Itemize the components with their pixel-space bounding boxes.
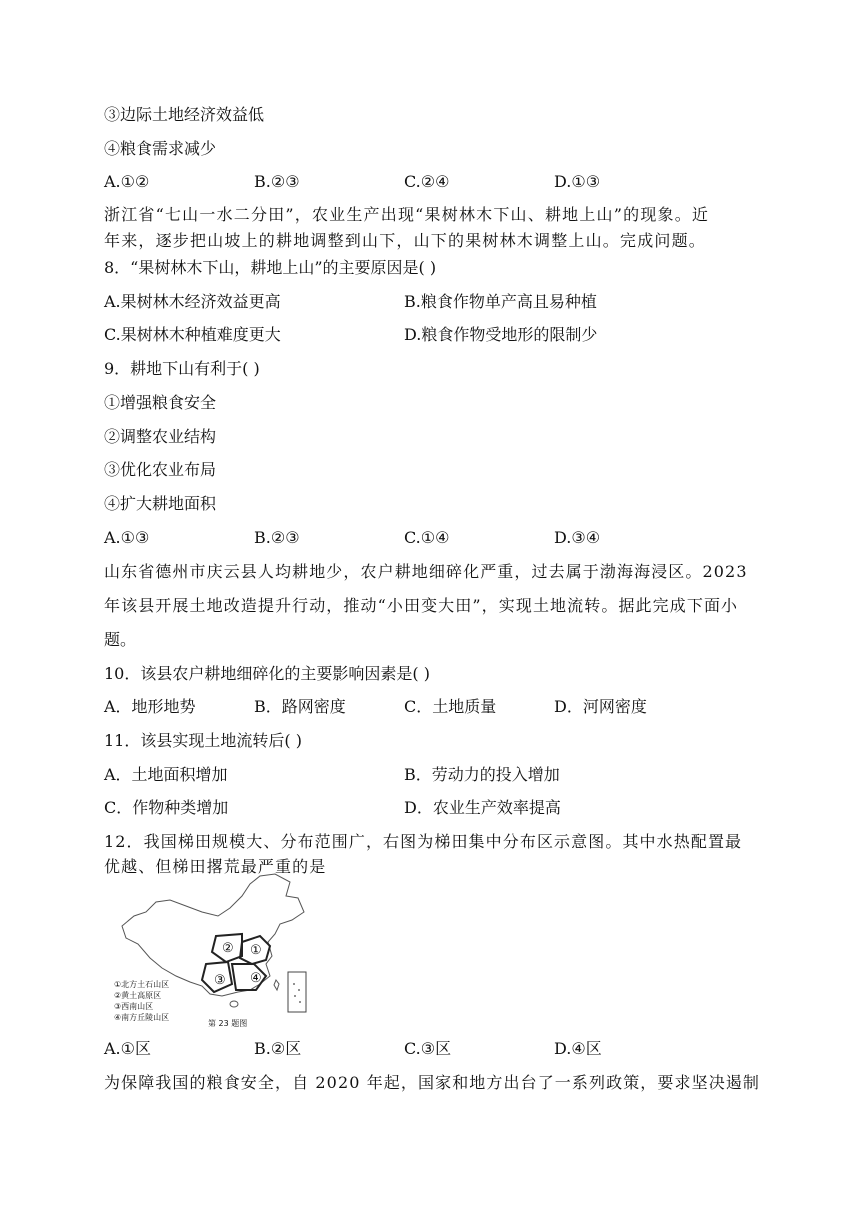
- region-mark-3: ③: [214, 973, 226, 988]
- q9-item-2: ②调整农业结构: [104, 427, 217, 446]
- q11-option-b: B．劳动力的投入增加: [404, 765, 560, 784]
- q9-option-c: C.①④: [404, 528, 450, 547]
- q11-option-c: C．作物种类增加: [104, 798, 229, 817]
- passage1-line1: 浙江省“七山一水二分田”，农业生产出现“果树林木下山、耕地上山”的现象。近: [104, 205, 710, 224]
- china-outline: [122, 874, 304, 996]
- q11-stem: 11．该县实现土地流转后( ): [104, 731, 302, 750]
- q12-line2: 优越、但梯田撂荒最严重的是: [104, 857, 327, 876]
- passage1-line2: 年来，逐步把山坡上的耕地调整到山下，山下的果树林木调整上山。完成问题。: [104, 231, 707, 250]
- q11-option-d: D．农业生产效率提高: [404, 798, 561, 817]
- q12-option-d: D.④区: [554, 1039, 602, 1058]
- prev-option-b: B.②③: [254, 172, 300, 191]
- q9-option-a: A.①③: [104, 528, 150, 547]
- region-mark-2: ②: [222, 941, 234, 956]
- legend-item-4: ④南方丘陵山区: [114, 1013, 170, 1022]
- passage2-line2: 年该县开展土地改造提升行动，推动“小田变大田”，实现土地流转。据此完成下面小: [104, 596, 739, 615]
- prev-option-a: A.①②: [104, 172, 150, 191]
- q12-line1: 12．我国梯田规模大、分布范围广，右图为梯田集中分布区示意图。其中水热配置最: [104, 832, 743, 851]
- q11-option-a: A．土地面积增加: [104, 765, 228, 784]
- prev-option-c: C.②④: [404, 172, 450, 191]
- terrace-distribution-map: [110, 872, 325, 1032]
- prev-item-4: ④粮食需求减少: [104, 139, 217, 158]
- passage2-line1: 山东省德州市庆云县人均耕地少，农户耕地细碎化严重，过去属于渤海海浸区。2023: [104, 562, 748, 581]
- prev-item-3: ③边际土地经济效益低: [104, 105, 265, 124]
- q12-option-b: B.②区: [254, 1039, 302, 1058]
- q8-option-a: A.果树林木经济效益更高: [104, 292, 281, 311]
- q9-item-3: ③优化农业布局: [104, 460, 217, 479]
- passage2-line3: 题。: [104, 630, 137, 649]
- q9-item-4: ④扩大耕地面积: [104, 494, 217, 513]
- hainan-island: [230, 1001, 238, 1007]
- q10-option-d: D．河网密度: [554, 697, 647, 716]
- q10-option-b: B．路网密度: [254, 697, 346, 716]
- q9-option-d: D.③④: [554, 528, 601, 547]
- south-china-sea-inset: [288, 972, 306, 1012]
- q9-stem: 9．耕地下山有利于( ): [104, 359, 260, 378]
- q9-item-1: ①增强粮食安全: [104, 393, 217, 412]
- legend-item-3: ③西南山区: [114, 1002, 154, 1011]
- q8-option-d: D.粮食作物受地形的限制少: [404, 325, 598, 344]
- taiwan-island: [274, 980, 279, 990]
- q12-option-a: A.①区: [104, 1039, 151, 1058]
- legend-item-1: ①北方土石山区: [114, 980, 170, 989]
- map-caption: 第 23 题图: [208, 1019, 248, 1028]
- prev-option-d: D.①③: [554, 172, 601, 191]
- legend-item-2: ②黄土高原区: [114, 991, 162, 1000]
- q9-option-b: B.②③: [254, 528, 300, 547]
- region-mark-1: ①: [250, 943, 262, 958]
- q10-option-a: A．地形地势: [104, 697, 196, 716]
- region-mark-4: ④: [250, 971, 262, 986]
- q10-option-c: C．土地质量: [404, 697, 497, 716]
- q12-option-c: C.③区: [404, 1039, 452, 1058]
- q8-stem: 8．“果树林木下山，耕地上山”的主要原因是( ): [104, 258, 437, 277]
- passage3-line1: 为保障我国的粮食安全，自 2020 年起，国家和地方出台了一系列政策，要求坚决遏制: [104, 1073, 760, 1092]
- q10-stem: 10．该县农户耕地细碎化的主要影响因素是( ): [104, 664, 430, 683]
- q8-option-b: B.粮食作物单产高且易种植: [404, 292, 597, 311]
- q8-option-c: C.果树林木种植难度更大: [104, 325, 281, 344]
